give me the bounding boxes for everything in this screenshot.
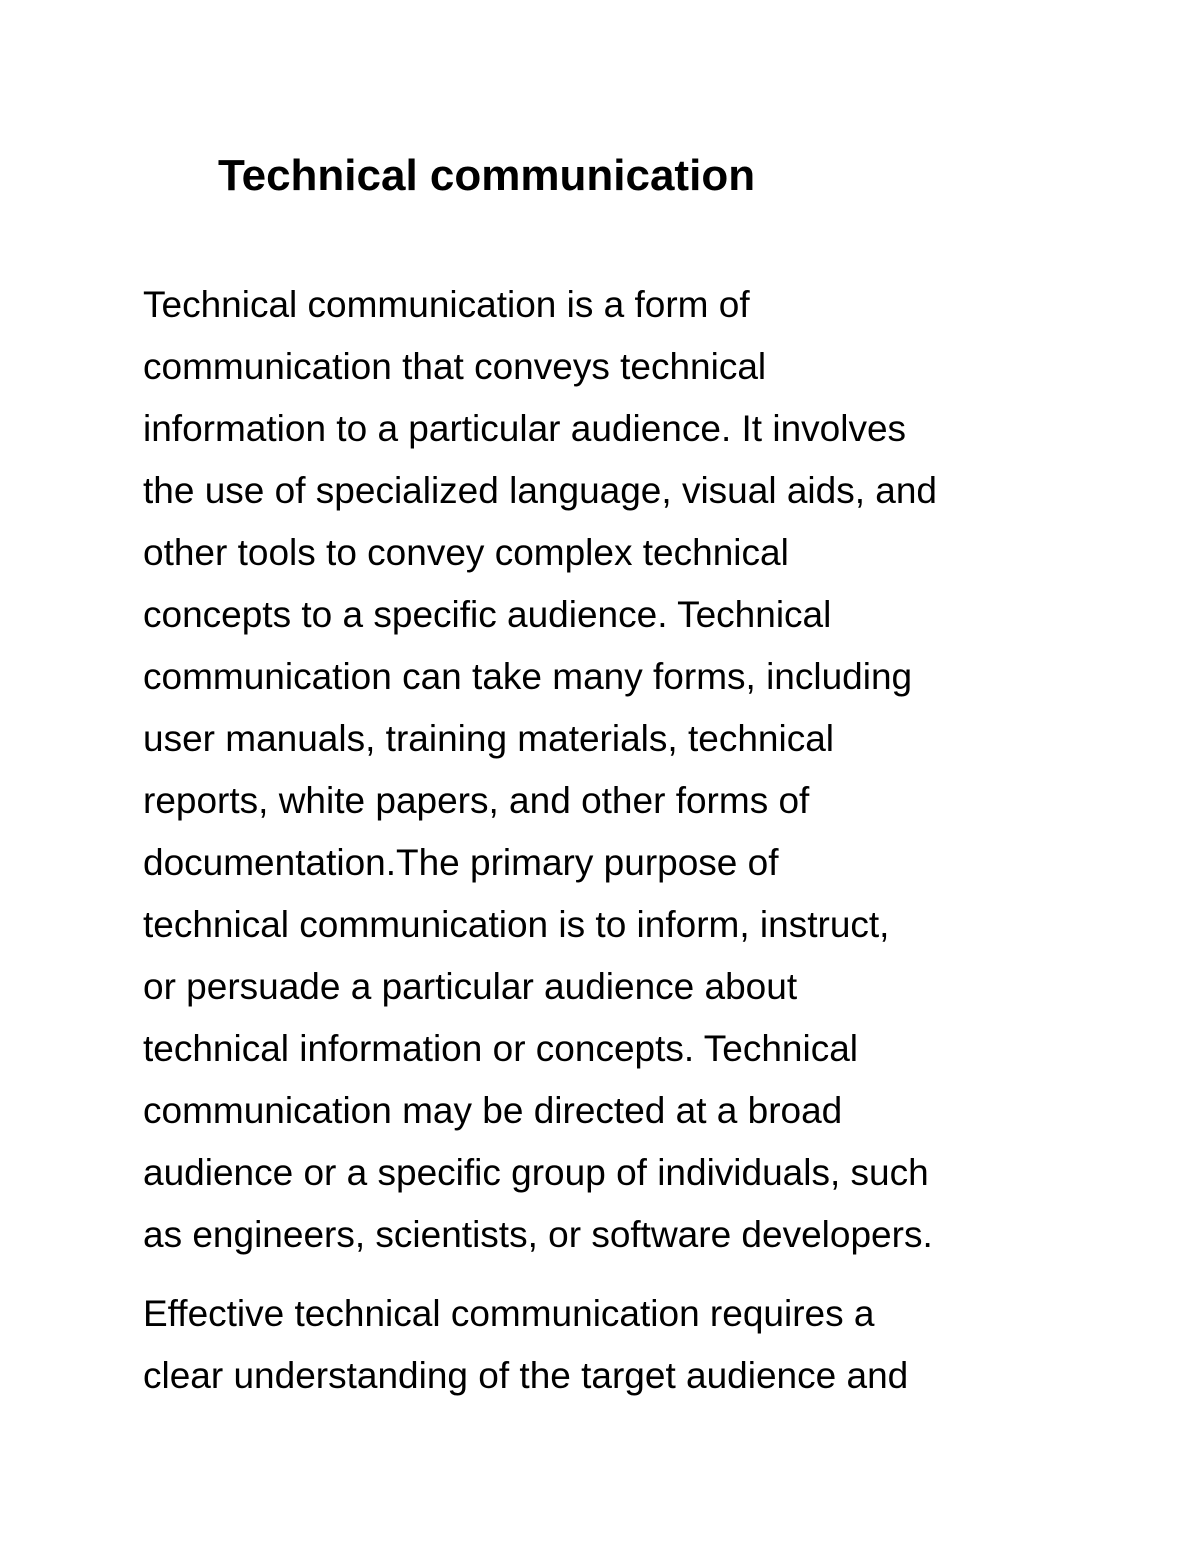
text-line: reports, white papers, and other forms of [143,780,810,821]
text-line: communication can take many forms, including [143,656,913,697]
page-title: Technical communication [218,151,756,200]
text-line: audience or a specific group of individuals, such [143,1152,929,1193]
text-line: Effective technical communication requires a [143,1293,875,1334]
text-line: information to a particular audience. It involves [143,408,907,449]
text-line: Technical communication is a form of [143,284,750,325]
text-line: communication that conveys technical [143,346,767,387]
paragraph-1 [143,274,937,1266]
text-line: documentation.The primary purpose of [143,842,779,883]
text-line: concepts to a specific audience. Technical [143,594,832,635]
paragraph-2 [143,1283,908,1407]
text-line: clear understanding of the target audience and [143,1355,909,1396]
text-line: technical communication is to inform, instruct, [143,904,890,945]
text-line: the use of specialized language, visual aids, and [143,470,937,511]
text-line: or persuade a particular audience about [143,966,798,1007]
text-line: as engineers, scientists, or software developers. [143,1214,933,1255]
text-line: other tools to convey complex technical [143,532,789,573]
text-line: communication may be directed at a broad [143,1090,843,1131]
text-line: user manuals, training materials, technical [143,718,834,759]
text-line: technical information or concepts. Technical [143,1028,859,1069]
